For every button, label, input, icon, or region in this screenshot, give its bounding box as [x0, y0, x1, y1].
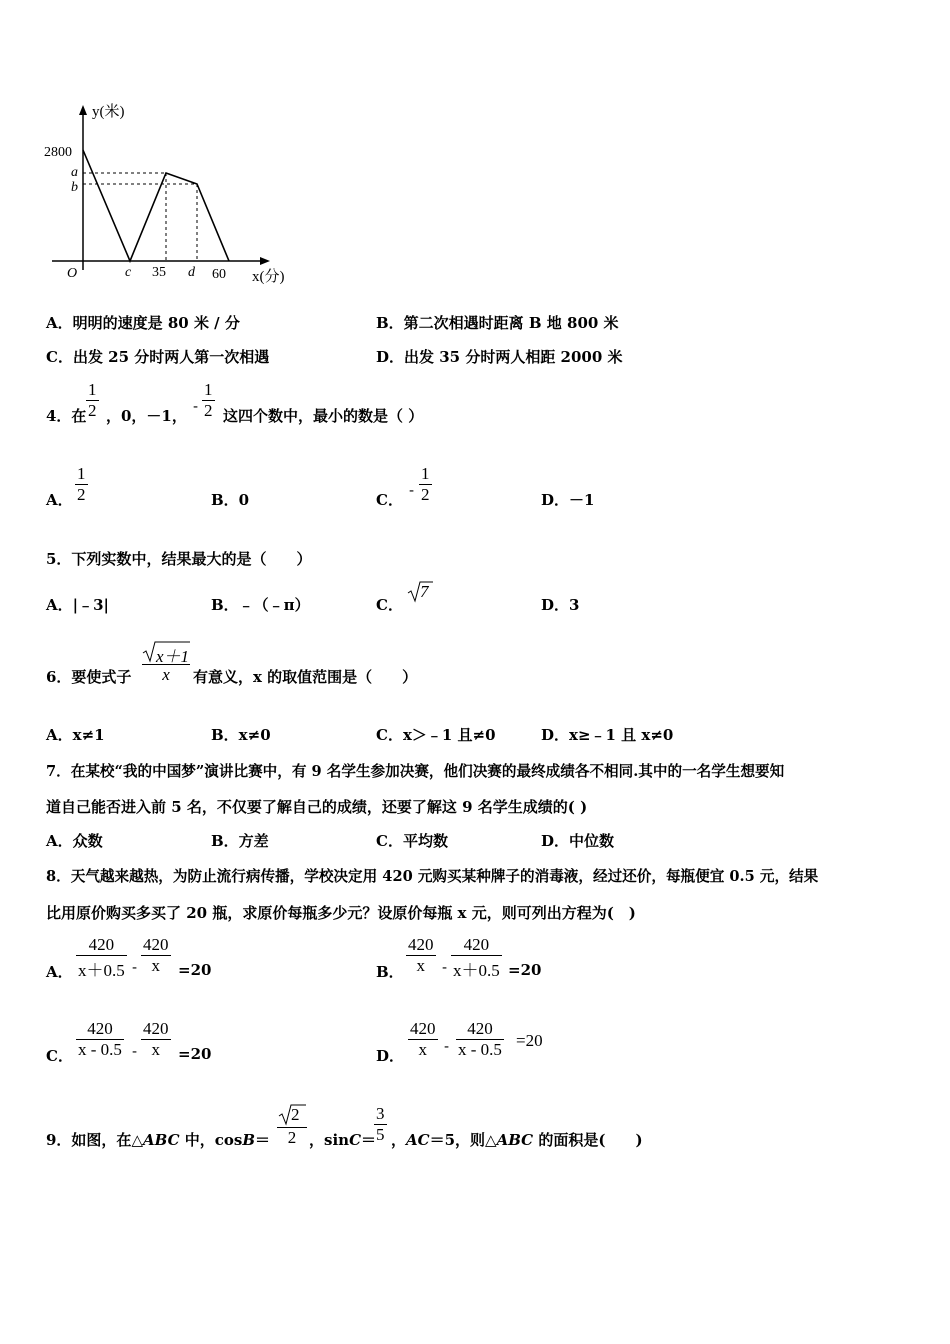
- q8-option-a[interactable]: A．: [46, 963, 73, 981]
- q8-b-eq: =20: [508, 961, 542, 979]
- q9-stem: [46, 1129, 270, 1150]
- q5-sqrt-radicand: 7: [420, 582, 429, 601]
- q8-c-frac2: [141, 1019, 171, 1060]
- q8-c-frac2-den: x: [141, 1039, 171, 1060]
- q8-a-frac2-den: x: [141, 955, 171, 976]
- q9-cos-den: 2: [277, 1127, 307, 1148]
- q9-abc: ABC: [142, 1131, 180, 1149]
- q4-half-den: 2: [88, 401, 97, 420]
- q4-neg-half-fraction: [202, 380, 215, 421]
- q4-neg-half-num: 1: [204, 380, 213, 399]
- q4-option-c[interactable]: C．: [376, 491, 403, 509]
- q6-fraction: [142, 640, 190, 685]
- x-tick-c: c: [125, 265, 132, 280]
- q7-option-a[interactable]: A．众数: [46, 832, 103, 850]
- q8-b-frac1-den: x: [406, 955, 436, 976]
- q4-option-a[interactable]: A．: [46, 491, 73, 509]
- q9-prefix: 9．如图，在△: [46, 1131, 143, 1149]
- q9-sin-num: 3: [376, 1104, 385, 1123]
- q5-option-b[interactable]: B．﹣（﹣π）: [211, 596, 310, 614]
- q8-b-frac2-den: x＋0.5: [451, 955, 502, 981]
- distance-line: [83, 150, 229, 261]
- x-tick-d: d: [188, 265, 195, 280]
- q8-d-minus: -: [444, 1037, 450, 1055]
- q9-angle-b: B: [242, 1131, 256, 1149]
- q8-b-frac1: [406, 935, 436, 976]
- q4-option-a-fraction: [75, 464, 88, 505]
- q8-option-c[interactable]: C．: [46, 1047, 73, 1065]
- q8-d-frac2: [456, 1019, 504, 1060]
- q8-a-minus: -: [132, 958, 138, 976]
- q4-half-fraction: [86, 380, 99, 421]
- q6-suffix: 有意义，x 的取值范围是（ ）: [193, 668, 418, 686]
- q8-c-frac1-num: 420: [87, 1019, 113, 1038]
- q9-comma-sin: ，sin: [309, 1131, 350, 1149]
- q4-prefix: 4．在: [46, 407, 87, 425]
- q8-line2: 比用原价购买多买了 20 瓶，求原价每瓶多少元？设原价每瓶 x 元，则可列出方程为( ): [46, 904, 636, 922]
- q8-d-eq: =20: [516, 1031, 543, 1050]
- q5-option-d[interactable]: D．3: [541, 596, 580, 614]
- q8-b-frac2-num: 420: [463, 935, 490, 954]
- q8-a-frac1-den: x＋0.5: [76, 955, 127, 981]
- q9-ac-pre: ，: [391, 1131, 407, 1149]
- q8-b-frac1-num: 420: [408, 935, 434, 954]
- q3-option-a[interactable]: A．明明的速度是 80 米 / 分: [46, 314, 240, 332]
- q6-option-d[interactable]: D．x≥﹣1 且 x≠0: [541, 726, 674, 744]
- q9-sin-part: [309, 1129, 376, 1150]
- q9-eq: ＝: [255, 1131, 271, 1149]
- q9-cos-fraction: [277, 1103, 307, 1148]
- y-tick-2800: 2800: [44, 145, 72, 160]
- q6-option-a[interactable]: A．x≠1: [46, 726, 105, 744]
- q6-fraction-bar: x: [142, 664, 190, 685]
- q7-option-d[interactable]: D．中位数: [541, 832, 615, 850]
- q8-d-frac1-num: 420: [410, 1019, 436, 1038]
- q8-option-d[interactable]: D．: [376, 1047, 405, 1065]
- q8-c-frac1-den: x - 0.5: [78, 1040, 122, 1059]
- q4-option-c-fraction: [419, 464, 432, 505]
- q4-option-d[interactable]: D．－1: [541, 491, 595, 509]
- q9-sqrt-radicand: 2: [291, 1105, 300, 1124]
- q8-a-eq: =20: [178, 961, 212, 979]
- distance-time-graph: [40, 95, 310, 295]
- q8-b-minus: -: [442, 958, 448, 976]
- q8-b-frac2: [451, 935, 502, 981]
- q9-sin-den: 5: [376, 1125, 385, 1144]
- q4-c-num: 1: [421, 464, 430, 483]
- q4-half-num: 1: [88, 380, 97, 399]
- q6-option-b[interactable]: B．x≠0: [211, 726, 271, 744]
- q8-a-frac2-num: 420: [143, 935, 169, 954]
- q7-line1: 7．在某校“我的中国梦”演讲比赛中，有 9 名学生参加决赛，他们决赛的最终成绩各不相同.其中的一名学生想要知: [46, 763, 785, 780]
- y-axis-label: y(米): [92, 104, 125, 120]
- q8-a-frac2: [141, 935, 171, 976]
- q4-a-num: 1: [77, 464, 86, 483]
- q9-suffix: 的面积是( ): [533, 1131, 643, 1149]
- q4-c-neg-sign: -: [409, 481, 415, 499]
- q9-angle-c: C: [349, 1131, 362, 1149]
- x-tick-35: 35: [152, 265, 166, 280]
- q8-c-eq: =20: [178, 1045, 212, 1063]
- q8-d-frac2-den: x - 0.5: [458, 1040, 502, 1059]
- x-axis-arrow: [260, 257, 270, 265]
- q4-neg-half-den: 2: [204, 401, 213, 420]
- q4-mid: ，0，－1，: [106, 407, 187, 425]
- q8-d-frac1-den: x: [408, 1039, 438, 1060]
- q4-neg-sign: -: [193, 397, 199, 415]
- q8-a-frac1: [76, 935, 127, 981]
- q6-numerator: x＋1: [156, 647, 190, 666]
- q5-stem: 5．下列实数中，结果最大的是（ ）: [46, 550, 312, 568]
- q3-option-b[interactable]: B．第二次相遇时距离 B 地 800 米: [376, 314, 619, 332]
- y-tick-b: b: [71, 180, 78, 195]
- q6-option-c[interactable]: C．x＞﹣1 且≠0: [376, 726, 496, 744]
- q7-option-b[interactable]: B．方差: [211, 832, 269, 850]
- q6-prefix: 6．要使式子: [46, 668, 132, 686]
- q8-option-b[interactable]: B．: [376, 963, 404, 981]
- origin-label: O: [67, 266, 78, 281]
- q4-option-b[interactable]: B．0: [211, 491, 250, 509]
- q9-tail: [391, 1129, 643, 1150]
- q3-option-d[interactable]: D．出发 35 分时两人相距 2000 米: [376, 348, 623, 366]
- q8-d-frac1: [408, 1019, 438, 1060]
- q9-abc2: ABC: [496, 1131, 534, 1149]
- q7-line2: 道自己能否进入前 5 名，不仅要了解自己的成绩，还要了解这 9 名学生成绩的( ): [46, 798, 588, 816]
- y-axis-arrow: [79, 105, 87, 115]
- x-tick-60: 60: [212, 267, 226, 282]
- q7-option-c[interactable]: C．平均数: [376, 832, 448, 850]
- q9-ac: AC: [406, 1131, 430, 1149]
- q8-line1: 8．天气越来越热，为防止流行病传播，学校决定用 420 元购买某种牌子的消毒液，经过还价，每瓶便宜 0.5 元，结果: [46, 868, 819, 885]
- q9-sin-fraction: [374, 1104, 387, 1145]
- q9-eq2: ＝: [361, 1131, 377, 1149]
- q9-mid2: ＝5，则△: [429, 1131, 497, 1149]
- q4-suffix: 这四个数中，最小的数是（ ）: [223, 407, 424, 425]
- q8-d-frac2-num: 420: [467, 1019, 493, 1038]
- x-axis-label: x(分): [252, 269, 285, 285]
- q4-c-den: 2: [421, 485, 430, 504]
- q4-a-den: 2: [77, 485, 86, 504]
- q8-c-frac2-num: 420: [143, 1019, 169, 1038]
- q9-mid1: 中，cos: [179, 1131, 243, 1149]
- q8-c-frac1: [76, 1019, 124, 1060]
- q5-option-a[interactable]: A．|﹣3|: [46, 596, 109, 614]
- q8-c-minus: -: [132, 1042, 138, 1060]
- q8-a-frac1-num: 420: [88, 935, 115, 954]
- q3-option-c[interactable]: C．出发 25 分时两人第一次相遇: [46, 348, 270, 366]
- q5-option-c[interactable]: C．: [376, 596, 403, 614]
- y-tick-a: a: [71, 165, 78, 180]
